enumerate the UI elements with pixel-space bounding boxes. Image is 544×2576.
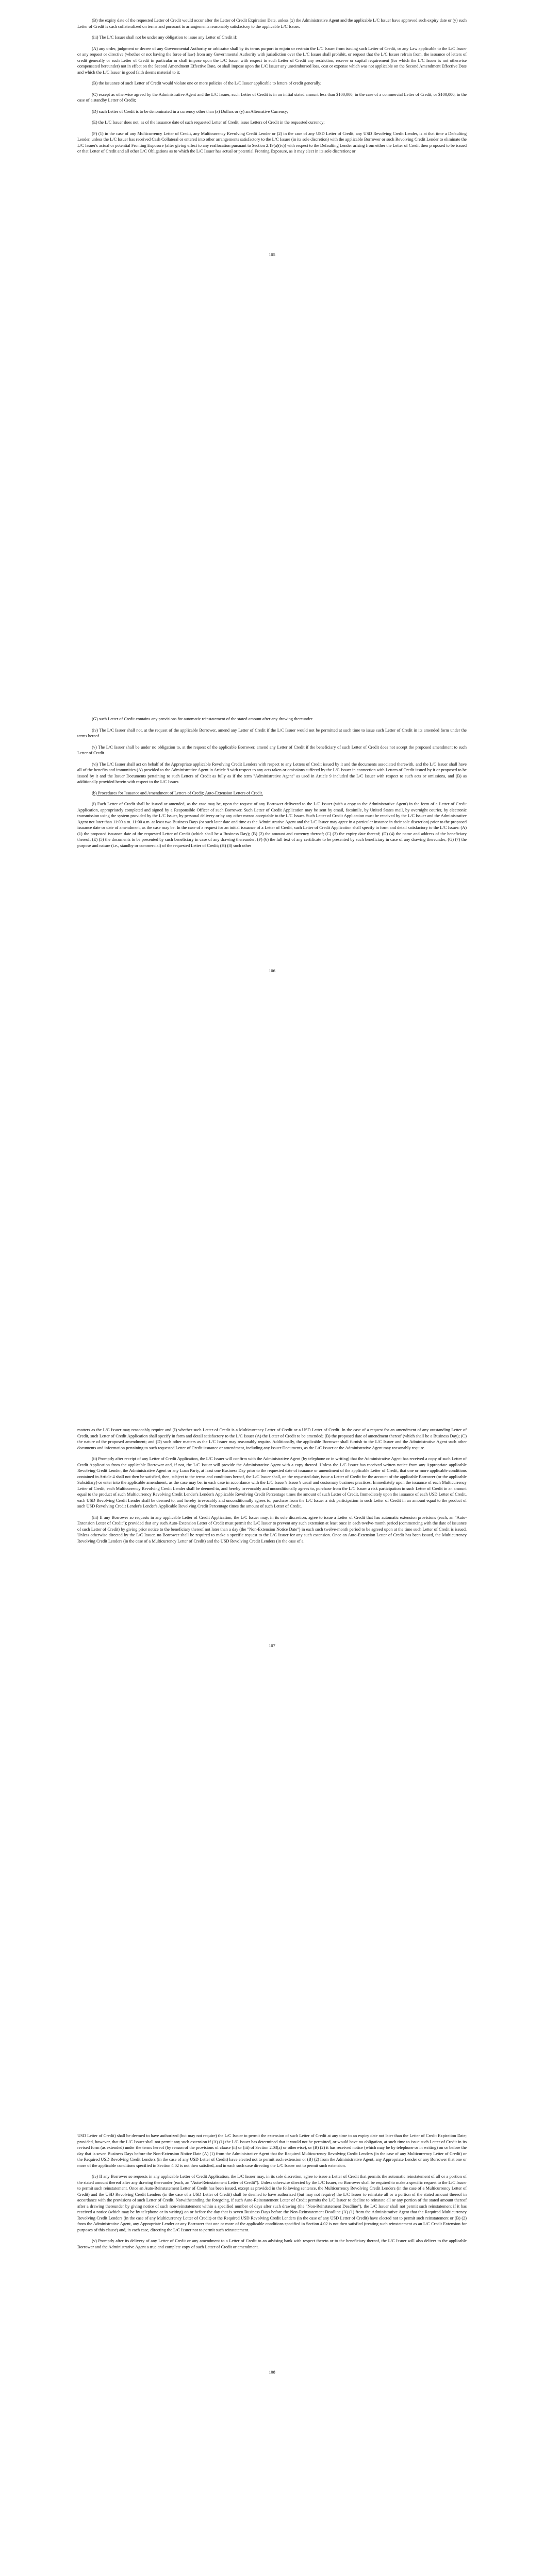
paragraph: (i) Each Letter of Credit shall be issued or amended, as the case may be, upon the request of any Borrower delivered to the L/C Issuer (with a copy to the Administrative Agent) in the form of a Letter of Credit Application, appropriately completed and signed by a Responsible Officer of such Borrower. Such Letter of Credit Application may be sent by email, facsimile, by United States mail, by overnight courier, by electronic transmission using the system provided by the L/C Issuer, by personal delivery or by any other means acceptable to the L/C Issuer. Such Letter of Credit Application must be received by the L/C Issuer and the Administrative Agent not later than 11:00 a.m. 11:00 a.m. at least two Business Days (or such later date and time as the Administrative Agent and the L/C Issuer may agree in a particular instance in their sole discretion) prior to the proposed issuance date or date of amendment, as the case may be. In the case of a request for an initial issuance of a Letter of Credit, such Letter of Credit Application shall specify in form and detail satisfactory to the L/C Issuer: (A) (1) the proposed issuance date of the requested Letter of Credit (which shall be a Business Day); (B) (2) the amount and currency thereof; (C) (3) the expiry date thereof; (D) (4) the name and address of the beneficiary thereof; (E) (5) the documents to be presented by such beneficiary in case of any drawing thereunder; (F) (6) the full text of any certificate to be presented by such beneficiary in case of any drawing thereunder; (G) (7) the purpose and nature (i.e., standby or commercial) of the requested Letter of Credit; (H) (8) such other — [77, 802, 467, 848]
paragraph: (C) except as otherwise agreed by the Administrative Agent and the L/C Issuer, such Letter of Credit is in an initial stated amount less than $100,000, in the case of a commercial Letter of Credit, or $100,000, in the case of a standby Letter of Credit; — [77, 92, 467, 103]
paragraph: (E) the L/C Issuer does not, as of the issuance date of such requested Letter of Credit, issue Letters of Credit in the requested currency; — [92, 120, 325, 125]
paragraph: (iii) The L/C Issuer shall not be under any obligation to issue any Letter of Credit if: — [92, 35, 238, 40]
paragraph: (B) the expiry date of the requested Letter of Credit would occur after the Letter of Credit Expiration Date, unless (x) the Administrative Agent and the applicable L/C Issuer have approved such expiry date or (y) such Letter of Credit is cash collateralized on terms and pursuant to arrangements reasonably satisfactory to the applicable L/C Issuer. — [77, 18, 467, 29]
paragraph: (iii) If any Borrower so requests in any applicable Letter of Credit Application, the L/C Issuer may, in its sole discretion, agree to issue a Letter of Credit that has automatic extension provisions (each, an "Auto-Extension Letter of Credit"); provided that any such Auto-Extension Letter of Credit must permit the L/C Issuer to prevent any such extension at least once in each twelve-month period (commencing with the date of issuance of such Letter of Credit) by giving prior notice to the beneficiary thereof not later than a day (the "Non-Extension Notice Date") in each such twelve-month period to be agreed upon at the time such Letter of Credit is issued. Unless otherwise directed by the L/C Issuer, no Borrower shall be required to make a specific request to the L/C Issuer for any such extension. Once an Auto-Extension Letter of Credit has been issued, the Multicurrency Revolving Credit Lenders (in the case of a Multicurrency Letter of Credit) and the USD Revolving Credit Lenders (in the case of a — [77, 1515, 467, 1544]
page-number: 108 — [269, 2370, 275, 2375]
page-body — [77, 1427, 467, 1549]
page-number: 106 — [269, 969, 275, 973]
section-heading: (b) Procedures for Issuance and Amendment of Letters of Credit; Auto-Extension Letters of Credit. — [92, 790, 263, 795]
page-body — [77, 2133, 467, 2255]
paragraph: (F) (1) in the case of any Multicurrency Letter of Credit, any Multicurrency Revolving Credit Lender or (2) in the case of any USD Letter of Credit, any USD Revolving Credit Lender, is at that time a Defaulting Lender, unless the L/C Issuer has received Cash Collateral or entered into other arrangements satisfactory to the L/C Issuer (in its sole discretion) with the applicable Borrower or such Revolving Credit Lender to eliminate the L/C Issuer's actual or potential Fronting Exposure (after giving effect to any reallocation pursuant to Section 2.19(a)(iv)) with respect to the Defaulting Lender arising from either the Letter of Credit then proposed to be issued or that Letter of Credit and all other L/C Obligations as to which the L/C Issuer has actual or potential Fronting Exposure, as it may elect in its sole discretion; or — [77, 131, 467, 154]
paragraph: (vi) The L/C Issuer shall act on behalf of the Appropriate applicable Revolving Credit Lenders with respect to any Letters of Credit issued by it and the documents associated therewith, and the L/C Issuer shall have all of the benefits and immunities (A) provided to the Administrative Agent in Article 9 with respect to any acts taken or omissions suffered by the L/C Issuer in connection with Letters of Credit issued by it or proposed to be issued by it and the Issuer Documents pertaining to such Letters of Credit as fully as if the term "Administrative Agent" as used in Article 9 included the L/C Issuer with respect to such acts or omissions, and (B) as additionally provided herein with respect to the L/C Issuer. — [77, 761, 467, 784]
paragraph: USD Letter of Credit) shall be deemed to have authorized (but may not require) the L/C Issuer to permit the extension of such Letter of Credit at any time to an expiry date not later than the Letter of Credit Expiration Date; provided, however, that the L/C Issuer shall not permit any such extension if (A) (1) the L/C Issuer has determined that it would not be permitted, or would have no obligation, at such time to issue such Letter of Credit in its revised form (as extended) under the terms hereof (by reason of the provisions of clause (ii) or (iii) of Section 2.03(a) or otherwise), or (B) (2) it has received notice (which may be by telephone or in writing) on or before the day that is seven Business Days before the Non-Extension Notice Date (A) (1) from the Administrative Agent that the Required Multicurrency Revolving Credit Lenders (in the case of any Multicurrency Letter of Credit) or the Required USD Revolving Credit Lenders (in the case of any USD Letter of Credit) have elected not to permit such extension or (B) (2) from the Administrative Agent, any Appropriate Lender or any Borrower that one or more of the applicable conditions specified in Section 4.02 is not then satisfied, and in each such case directing the L/C Issuer not to permit such extension. — [77, 2133, 467, 2168]
paragraph: (iv) If any Borrower so requests in any applicable Letter of Credit Application, the L/C Issuer may, in its sole discretion, agree to issue a Letter of Credit that permits the automatic reinstatement of all or a portion of the stated amount thereof after any drawing thereunder (each, an "Auto-Reinstatement Letter of Credit"). Unless otherwise directed by the L/C Issuer, no Borrower shall be required to make a specific request to the L/C Issuer to permit such reinstatement. Once an Auto-Reinstatement Letter of Credit has been issued, except as provided in the following sentence, the Multicurrency Revolving Credit Lenders (in the case of a Multicurrency Letter of Credit) and the USD Revolving Credit Lenders (in the case of a USD Letter of Credit) shall be deemed to have authorized (but may not require) the L/C Issuer to reinstate all or a portion of the stated amount thereof in accordance with the provisions of such Letter of Credit. Notwithstanding the foregoing, if such Auto-Reinstatement Letter of Credit permits the L/C Issuer to decline to reinstate all or any portion of the stated amount thereof after a drawing thereunder by giving notice of such non-reinstatement within a specified number of days after such drawing (the "Non-Reinstatement Deadline"), the L/C Issuer shall not permit such reinstatement if it has received a notice (which may be by telephone or in writing) on or before the day that is seven Business Days before the Non-Reinstatement Deadline (A) (1) from the Administrative Agent that the Required Multicurrency Revolving Credit Lenders (in the case of any Multicurrency Letter of Credit) or the Required USD Revolving Credit Lenders (in the case of any USD Letter of Credit) have elected not to permit such reinstatement or (B) (2) from the Administrative Agent, any Appropriate Lender or any Borrower that one or more of the applicable conditions specified in Section 4.02 is not then satisfied (treating such reinstatement as an L/C Credit Extension for purposes of this clause) and, in each case, directing the L/C Issuer not to permit such reinstatement. — [77, 2174, 467, 2232]
page-body — [77, 716, 467, 854]
page-number: 105 — [269, 252, 275, 257]
paragraph: matters as the L/C Issuer may reasonably require and (I) whether such Letter of Credit is a Multicurrency Letter of Credit or a USD Letter of Credit. In the case of a request for an amendment of any outstanding Letter of Credit, such Letter of Credit Application shall specify in form and detail satisfactory to the L/C Issuer (A) the Letter of Credit to be amended; (B) the proposed date of amendment thereof (which shall be a Business Day); (C) the nature of the proposed amendment; and (D) such other matters as the L/C Issuer may reasonably require. Additionally, the applicable Borrower shall furnish to the L/C Issuer and the Administrative Agent such other documents and information pertaining to such requested Letter of Credit issuance or amendment, including any Issuer Documents, as the L/C Issuer or the Administrative Agent may reasonably require. — [77, 1428, 467, 1450]
paragraph: (A) any order, judgment or decree of any Governmental Authority or arbitrator shall by its terms purport to enjoin or restrain the L/C Issuer from issuing such Letter of Credit, or any Law applicable to the L/C Issuer or any request or directive (whether or not having the force of law) from any Governmental Authority with jurisdiction over the L/C Issuer shall prohibit, or request that the L/C Issuer refrain from, the issuance of letters of credit generally or such Letter of Credit in particular or shall impose upon the L/C Issuer with respect to such Letter of Credit any restriction, reserve or capital requirement (for which the L/C Issuer is not otherwise compensated hereunder) not in effect on the Second Amendment Effective Date, or shall impose upon the L/C Issuer any unreimbursed loss, cost or expense which was not applicable on the Second Amendment Effective Date and which the L/C Issuer in good faith deems material to it; — [77, 46, 467, 75]
page-body — [77, 18, 467, 160]
page-number: 107 — [269, 1643, 275, 1648]
paragraph: (B) the issuance of such Letter of Credit would violate one or more policies of the L/C Issuer applicable to letters of credit generally; — [92, 81, 322, 86]
paragraph: (G) such Letter of Credit contains any provisions for automatic reinstatement of the stated amount after any drawing thereunder. — [92, 717, 314, 721]
paragraph: (iv) The L/C Issuer shall not, at the request of the applicable Borrower, amend any Letter of Credit if the L/C Issuer would not be permitted at such time to issue such Letter of Credit in its amended form under the terms hereof. — [77, 727, 467, 738]
paragraph: (ii) Promptly after receipt of any Letter of Credit Application, the L/C Issuer will confirm with the Administrative Agent (by telephone or in writing) that the Administrative Agent has received a copy of such Letter of Credit Application from the applicable Borrower and, if not, the L/C Issuer will provide the Administrative Agent with a copy thereof. Unless the L/C Issuer has received written notice from any Appropriate applicable Revolving Credit Lender, the Administrative Agent or any Loan Party, at least one Business Day prior to the requested date of issuance or amendment of the applicable Letter of Credit, that one or more applicable conditions contained in Article 4 shall not then be satisfied, then, subject to the terms and conditions hereof, the L/C Issuer shall, on the requested date, issue a Letter of Credit for the account of the applicable Borrower (or the applicable Subsidiary) or enter into the applicable amendment, as the case may be, in each case in accordance with the L/C Issuer's Issuer's usual and customary business practices. Immediately upon the issuance of each Multicurrency Letter of Credit, each Multicurrency Revolving Credit Lender shall be deemed to, and hereby irrevocably and unconditionally agrees to, purchase from the L/C Issuer a risk participation in such Letter of Credit in an amount equal to the product of such Multicurrency Revolving Credit Lender's Lender's Applicable Revolving Credit Percentage times the amount of such Letter of Credit. Immediately upon the issuance of each USD Letter of Credit, each USD Revolving Credit Lender shall be deemed to, and hereby irrevocably and unconditionally agrees to, purchase from the L/C Issuer a risk participation in such Letter of Credit in an amount equal to the product of such USD Revolving Credit Lender's Lender's Applicable Revolving Credit Percentage times the amount of such Letter of Credit. — [77, 1456, 467, 1509]
paragraph: (v) Promptly after its delivery of any Letter of Credit or any amendment to a Letter of Credit to an advising bank with respect thereto or to the beneficiary thereof, the L/C Issuer will also deliver to the applicable Borrower and the Administrative Agent a true and complete copy of such Letter of Credit or amendment. — [77, 2239, 467, 2249]
paragraph: (v) The L/C Issuer shall be under no obligation to, at the request of the applicable Borrower, amend any Letter of Credit if the beneficiary of such Letter of Credit does not accept the proposed amendment to such Letter of Credit. — [77, 744, 467, 755]
paragraph: (D) such Letter of Credit is to be denominated in a currency other than (x) Dollars or (y) an Alternative Currency; — [92, 109, 288, 114]
